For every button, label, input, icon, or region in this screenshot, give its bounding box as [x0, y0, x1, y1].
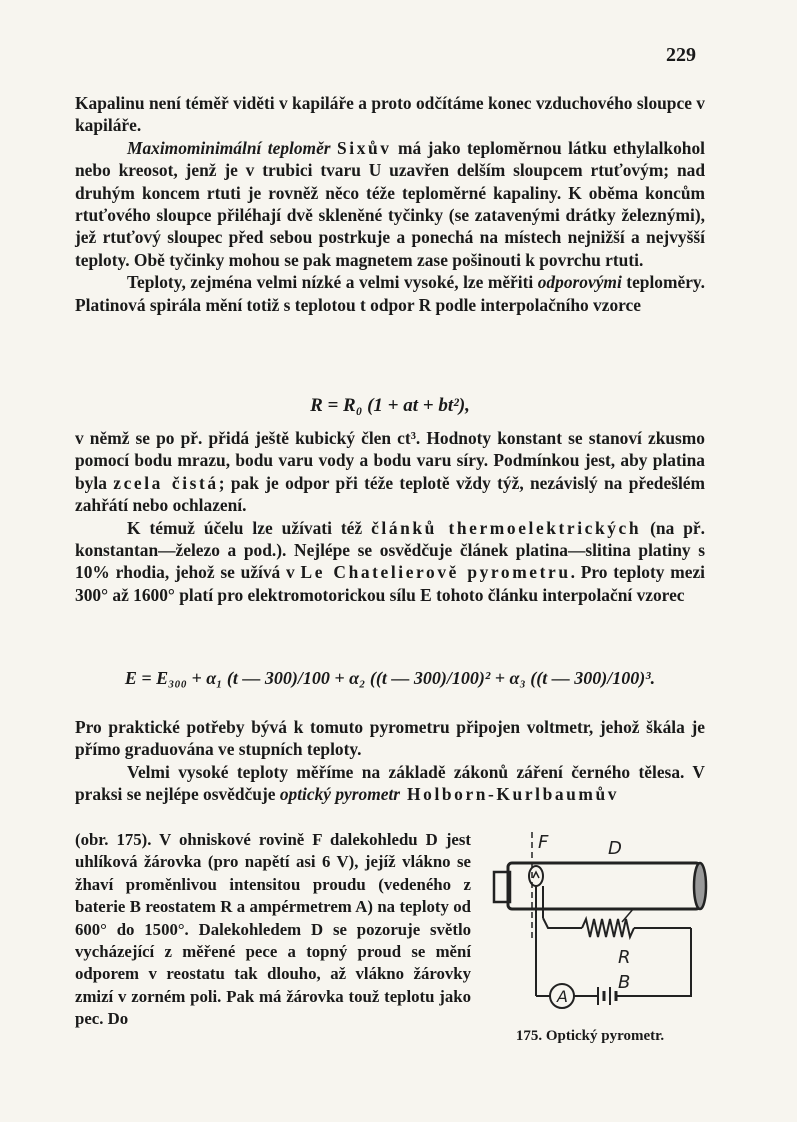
wire-to-rheostat	[543, 918, 582, 928]
paragraph-6: Pro praktické potřeby bývá k tomuto pyrometru připojen voltmetr, jehož škála je přímo graduována ve stupních teploty.	[75, 717, 705, 760]
text-block-middle	[75, 427, 705, 606]
term-maximominimal: Maximominimální teploměr	[127, 137, 331, 158]
optical-pyrometer-figure	[486, 828, 714, 1053]
paragraph-2: Maximominimální teploměr Sixův má jako teploměrnou látku ethylalkohol nebo kreosot, jenž je v trubici tvaru U uzavřen delším sloupcem rtuťovým; nad druhým koncem rtuti je rovněž něco téže teploměrné kapaliny. K oběma koncům rtuťového sloupce přiléhají dvě skleněné tyčinky (se zatavenými drátky železnými), jež rtuťový sloupec před sebou postrkuje a ponechá na místech nejnižší a nejvyšší teploty. Obě tyčinky mohou se pak magnetem zase pošinouti k povrchu rtuti.	[75, 137, 705, 270]
text-block-top	[75, 92, 705, 316]
spaced-zcela-cista: zcela čistá	[113, 472, 219, 493]
term-odporovymi: odporovými	[537, 272, 622, 293]
page-number: 229	[666, 44, 696, 66]
lamp-bulb	[529, 866, 543, 886]
spaced-clanku: článků thermoelektrických	[371, 517, 642, 538]
figure-caption: 175. Optický pyrometr.	[515, 1028, 665, 1044]
label-r: R	[618, 947, 631, 968]
formula-resistance: R = R₀ (1 + at + bt²),	[310, 395, 470, 416]
paragraph-3: Teploty, zejména velmi nízké a velmi vysoké, lze měřiti odporovými teploměry. Platinová spirála mění totiž s teplotou t odpor R podle interpolačního vzorce	[75, 272, 705, 315]
term-opticky-pyrometr: optický pyrometr	[279, 784, 401, 805]
name-holborn: Holborn-Kurlbaumův	[400, 784, 620, 805]
wire-right	[634, 928, 691, 996]
text-block-lower	[75, 716, 705, 761]
paragraph-7-head: Velmi vysoké teploty měříme na základě zákonů záření černého tělesa. V praksi se nejlépe osvědčuje optický pyrometr Holborn-Kurlbaumův	[75, 762, 705, 805]
text-block-wrap	[75, 829, 471, 1031]
paragraph-7-rest: (obr. 175). V ohniskové rovině F dalekohledu D jest uhlíková žárovka (pro napětí asi 6 V), jejíž vlákno se žhaví proměnlivou intensitou proudu (vedeného z baterie B reostatem R a ampérmetrem A) na teploty od 600° do 1500°. Dalekohledem D se pozoruje světlo vycházející z měřené pece a topný proud se mění odporem v reostatu tak dlouho, až vlákno žárovky zmizí v zorném poli. Pak má žárovka touž teplotu jako pec. Do	[75, 830, 471, 1029]
paragraph-1: Kapalinu není téměř viděti v kapiláře a proto odčítáme konec vzduchového sloupce v kapiláře.	[75, 93, 705, 136]
label-b: B	[618, 972, 631, 993]
spaced-le-chatelier: Le Chatelierově pyrometru	[300, 562, 571, 583]
formula-emf: E = E₃₀₀ + α₁ (t — 300)/100 + α₂ ((t — 300)/100)² + α₃ ((t — 300)/100)³.	[124, 668, 656, 688]
lamp-filament	[533, 872, 539, 878]
text-block-bottom	[75, 761, 705, 806]
rheostat-coil	[582, 919, 634, 937]
objective-lens	[694, 863, 706, 909]
label-d: D	[608, 838, 622, 859]
paragraph-5: K témuž účelu lze užívati též článků thermoelektrických (na př. konstantan—železo a pod.). Nejlépe se osvědčuje článek platina—slitina platiny s 10% rhodia, jehož se užívá v Le Chatelierově pyrometru. Pro teploty mezi 300° až 1600° platí pro elektromotorickou sílu E tohoto článku interpolační vzorec	[75, 517, 705, 605]
label-a: A	[557, 987, 568, 1006]
label-f: F	[538, 832, 549, 853]
paragraph-4: v němž se po př. přidá ještě kubický člen ct³. Hodnoty konstant se stanoví zkusmo pomocí bodu mrazu, bodu varu vody a bodu varu síry. Podmínkou jest, aby platina byla zcela čistá; pak je odpor při téže teplotě vždy týž, nezávislý na předešlém zahřátí nebo ochlazení.	[75, 428, 705, 516]
name-sixuv: Sixův	[337, 137, 392, 158]
